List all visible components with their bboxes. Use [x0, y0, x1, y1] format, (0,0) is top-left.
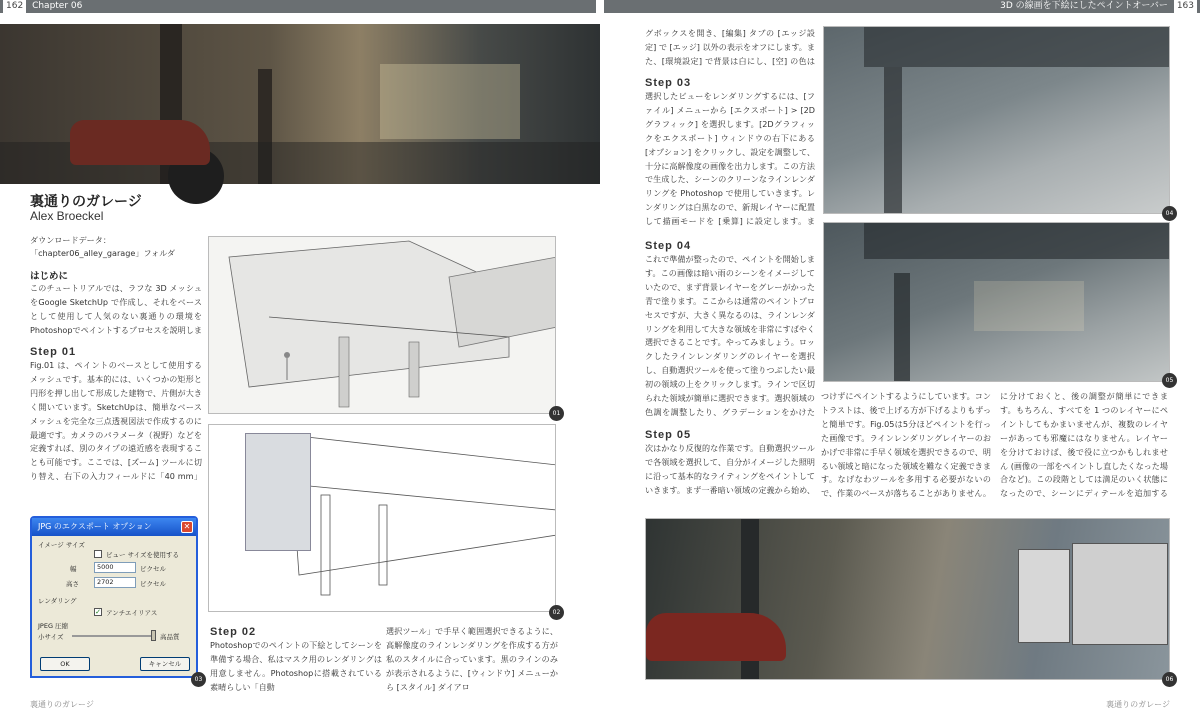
fig-02-badge: 02	[549, 605, 564, 620]
mesh-line-drawing	[209, 237, 556, 414]
fig-06-badge: 06	[1162, 672, 1177, 687]
step-01-heading: Step 01	[30, 346, 77, 358]
height-unit: ピクセル	[140, 580, 166, 588]
use-view-size-checkbox[interactable]	[94, 550, 102, 558]
page-number-left: 162	[3, 0, 26, 13]
compression-slider[interactable]	[72, 635, 154, 637]
ok-button[interactable]: OK	[40, 657, 90, 671]
fig-02-line-render	[208, 424, 556, 612]
step-03-text: 選択したビューをレンダリングするには、[ファイル] メニューから [エクスポート] > [2D グラフィック] を選択します。[2Dグラフィックをエクスポート] ウィンドウの右下にある [オプション] をクリックし、設定を調整して、十分に高解像度の画像を出力します。この方法で生成した、シーンのクリーンなラインレンダリングを Photoshop で使用していきます。レンダリングは白黒なので、新規レイヤーに配置して描画モードを [乗算] に設定します。ま	[645, 91, 815, 227]
cancel-button[interactable]: キャンセル	[140, 657, 190, 671]
red-car	[646, 613, 786, 661]
fig-03-badge: 03	[191, 672, 206, 687]
styles-dialog-thumbnail	[245, 433, 311, 551]
intro-text: このチュートリアルでは、ラフな 3D メッシュをGoogle SketchUp で作成し、それをベースとして使用して人気のない裏通りの環境をPhotoshopでペイントするプロセスを説明しま	[30, 283, 202, 335]
use-view-size-label: ビュー サイズを使用する	[106, 551, 180, 559]
tools-panel-screenshot	[1072, 543, 1168, 645]
rendering-label: レンダリング	[38, 597, 77, 605]
image-size-label: イメージ サイズ	[38, 541, 85, 549]
step-02-text: Photoshopでのペイントの下絵としてシーンを準備する場合、私はマスク用のレンダリングは用意しません。Photoshopに搭載されている素晴らしい「自動	[210, 640, 382, 692]
antialias-label: アンチエイリアス	[106, 609, 158, 617]
hero-garage-painting	[0, 24, 600, 184]
height-input[interactable]: 2702	[94, 577, 136, 588]
download-path: 「chapter06_alley_garage」フォルダ	[30, 248, 176, 258]
fig-05-lighting-pass	[823, 222, 1170, 382]
step-04-heading: Step 04	[645, 240, 692, 252]
fig-01-sketchup-mesh	[208, 236, 556, 414]
step-02-heading: Step 02	[210, 626, 257, 638]
col4-text: つけずにペイントするようにしています。コントラストは、後で上げる方が下げるよりもずっと簡単です。Fig.05は5分ほどペイントを行った画像です。ラインレンダリングレイヤーのおかげで非常に手早く領域を選択できるので、明るい領域と暗になった領域を難なく定義できます。なげなわツールを多用する必要がないので、作業のベースが落ちることがありません。	[821, 391, 991, 499]
jpeg-compression-label: JPEG 圧縮	[38, 622, 69, 630]
step-05-heading: Step 05	[645, 429, 692, 441]
antialias-checkbox[interactable]: ✓	[95, 608, 101, 616]
jpg-export-dialog	[30, 516, 198, 678]
compression-slider-thumb[interactable]	[151, 630, 156, 641]
step-01-text: Fig.01 は、ペイントのベースとして使用するメッシュです。基本的には、いくつかの矩形と円形を押し出して形成した建物で、片側が大きく開いています。SketchUpは、簡単なベースメッシュを完全な三点透視図法で作成するのに最適です。カメラのパラメータ（視野）などを定義すれば、別のタイプの遠近感を表現することも可能です。ここでは、[ズーム] ツールに切り替え、右下の入力フィールドに「40 mm」	[30, 360, 202, 482]
footer-right: 裏通りのガレージ	[1106, 700, 1170, 708]
high-quality-label: 高品質	[160, 633, 180, 641]
fig-05-badge: 05	[1162, 373, 1177, 388]
width-input[interactable]: 5000	[94, 562, 136, 573]
col5-text: に分けておくと、後の調整が簡単にできます。もちろん、すべてを 1 つのレイヤーにペイントしてもかまいませんが、複数のレイヤーがあっても邪魔にはなりません。レイヤーを分けておけば、後で役に立つかもしれません (画像の一部をペイントし直したくなった場合など)。この段階としては満足のいく状態になったので、シーンにディテールを追加する	[1000, 391, 1168, 499]
left-header	[0, 0, 596, 13]
right-header	[604, 0, 1200, 13]
article-title: 裏通りのガレージ	[30, 194, 142, 210]
step-04-text: これで準備が整ったので、ペイントを開始します。この画像は暗い雨のシーンをイメージしていたので、まず背景レイヤーをグレーがかった青で塗ります。ここからは通常のペイントプロセスですが、大きく異なるのは、ラインレンダリングを利用して大きな領域を非常にすばやく選択できることです。やってみましょう。ロックしたラインレンダリングのレイヤーを選択し、自動選択ツールを使って塗りつぶしたい最初の領域の上をクリックします。ラインで区切られた領域が簡単に選択できます。選択領域の色調を調整したり、グラデーションをかけた	[645, 254, 815, 417]
col2-continued-text: 選択ツール」で手早く範囲選択できるように、高解像度のラインレンダリングを作成する方が私のスタイルに合っています。黒のラインのみが表示されるように、[ウィンドウ] メニューから [スタイル] ダイアロ	[386, 626, 558, 692]
dialog-titlebar	[32, 518, 196, 536]
small-size-label: 小サイズ	[38, 633, 64, 641]
close-icon[interactable]: ✕	[181, 521, 193, 533]
download-label: ダウンロードデータ：	[30, 235, 111, 245]
step-05-text: 次はかなり反復的な作業です。自動選択ツールで各領域を選択して、自分がイメージした照明に沿って基本的なライティングをペイントしていきます。まず一番暗い領域の定義から始め、	[645, 443, 815, 495]
footer-left: 裏通りのガレージ	[30, 700, 94, 708]
author-name: Alex Broeckel	[30, 209, 104, 223]
fig-04-badge: 04	[1162, 206, 1177, 221]
fig-06-detailed-painting	[645, 518, 1170, 680]
width-label: 幅	[70, 565, 77, 573]
chapter-label: Chapter 06	[32, 1, 83, 11]
dialog-title: JPG のエクスポート オプション	[38, 522, 152, 531]
running-title: 3D の線画を下絵にしたペイントオーバー	[1000, 1, 1168, 11]
height-label: 高さ	[66, 580, 79, 588]
step-03-heading: Step 03	[645, 77, 692, 89]
page-number-right: 163	[1174, 0, 1197, 13]
intro-heading: はじめに	[30, 271, 69, 282]
fig-04-gray-base	[823, 26, 1170, 214]
layers-panel-screenshot	[1018, 549, 1070, 643]
fig-01-badge: 01	[549, 406, 564, 421]
col3-top-text: グボックスを開き、[編集] タブの [エッジ設定] で [エッジ] 以外の表示をオフにします。また、[環境設定] で背景は白にし、[空] の色は	[645, 28, 815, 66]
width-unit: ピクセル	[140, 565, 166, 573]
